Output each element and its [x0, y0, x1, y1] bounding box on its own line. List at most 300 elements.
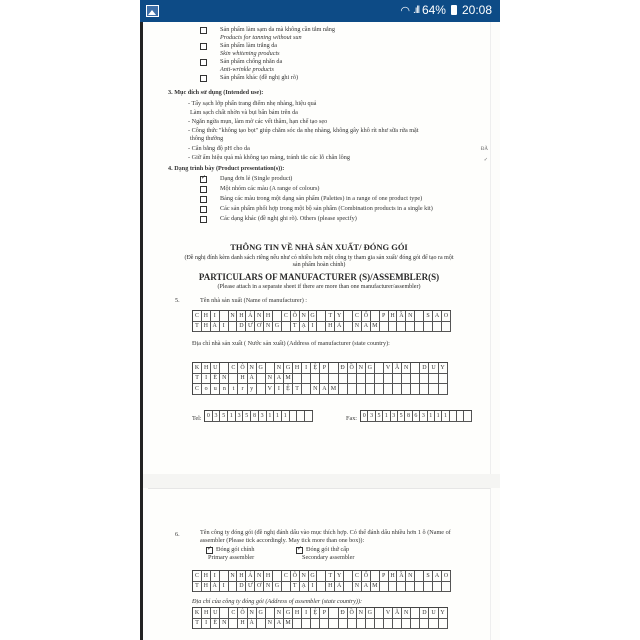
- grid-cell: 5: [398, 411, 405, 422]
- presentation-option: Dạng đơn lẻ (Single product): [220, 175, 293, 182]
- grid-cell: P: [380, 571, 389, 582]
- grid-cell: [302, 373, 311, 384]
- grid-cell: Ô: [238, 363, 247, 374]
- intended-use-line: thông thường: [190, 135, 224, 142]
- grid-cell: Á: [211, 581, 220, 592]
- grid-cell: [389, 581, 398, 592]
- grid-cell: [229, 373, 238, 384]
- grid-cell: [402, 384, 411, 395]
- grid-cell: H: [237, 571, 246, 582]
- grid-cell: [375, 373, 384, 384]
- grid-cell: V: [266, 384, 275, 395]
- grid-cell: P: [320, 608, 329, 619]
- grid-cell: [339, 373, 348, 384]
- grid-cell: [302, 384, 311, 395]
- presentation-option: Các sản phẩm phối hợp trong một bộ sản phẩm (Combination products in a single kit): [220, 205, 433, 212]
- grid-cell: [329, 618, 338, 629]
- presentation-option: Các dạng khác (đề nghị ghi rõ). Others (please specify): [220, 215, 357, 222]
- grid-cell: I: [202, 618, 211, 629]
- grid-cell: [348, 384, 357, 395]
- grid-cell: [389, 321, 398, 332]
- grid-cell: P: [320, 363, 329, 374]
- grid-cell: y: [248, 384, 257, 395]
- intended-use-line: Làm sạch chất nhờn và bụi bẩn bám trên da: [190, 109, 298, 116]
- grid-cell: C: [229, 363, 238, 374]
- grid-cell: [429, 384, 438, 395]
- grid-cell: M: [284, 618, 293, 629]
- grid-cell: N: [402, 608, 411, 619]
- grid-cell: Ầ: [397, 311, 406, 322]
- grid-cell: K: [193, 608, 202, 619]
- checkbox-other[interactable]: [200, 75, 207, 82]
- document-page-1[interactable]: [148, 22, 491, 474]
- grid-cell: 3: [236, 411, 244, 422]
- grid-cell: C: [229, 608, 238, 619]
- signal-icon: .ıll: [412, 4, 419, 16]
- section4-title: 4. Dạng trình bày (Product presentation(s)):: [168, 165, 285, 172]
- grid-cell: [348, 373, 357, 384]
- intended-use-line: - Công thức "không tạo bọt" giúp chăm sóc da nhẹ nhàng, không gây khô rít như sữa rửa mặt: [188, 127, 419, 134]
- grid-cell: N: [220, 618, 229, 629]
- checkbox-single-product[interactable]: [200, 176, 207, 183]
- grid-cell: [229, 618, 238, 629]
- grid-cell: M: [371, 581, 380, 592]
- grid-cell: G: [284, 608, 293, 619]
- grid-cell: N: [266, 618, 275, 629]
- grid-cell: [375, 618, 384, 629]
- grid-cell: U: [429, 608, 438, 619]
- grid-cell: [384, 618, 393, 629]
- grid-cell: Y: [439, 608, 448, 619]
- grid-cell: C: [282, 311, 291, 322]
- grid-cell: N: [229, 571, 238, 582]
- grid-cell: Y: [335, 311, 344, 322]
- grid-cell: [424, 581, 433, 592]
- grid-cell: H: [326, 581, 335, 592]
- grid-cell: [293, 618, 302, 629]
- grid-cell: H: [293, 363, 302, 374]
- page-gap: [143, 474, 500, 488]
- grid-cell: A: [275, 373, 284, 384]
- grid-cell: Ồ: [348, 608, 357, 619]
- grid-cell: H: [237, 311, 246, 322]
- secondary-assembler-vi: Đóng gói thứ cấp: [306, 546, 350, 553]
- grid-cell: T: [293, 384, 302, 395]
- grid-cell: N: [255, 311, 264, 322]
- grid-cell: Ầ: [397, 571, 406, 582]
- intended-use-line: - Tẩy sạch lớp phấn trang điểm nhẹ nhàng, hiệu quả: [188, 100, 317, 107]
- item-whitening-en: Skin whitening products: [220, 50, 280, 57]
- grid-cell: A: [433, 311, 442, 322]
- manufacturer-address-row-3[interactable]: [192, 384, 448, 395]
- grid-cell: [429, 618, 438, 629]
- manufacturer-address-row-2[interactable]: [192, 373, 448, 384]
- grid-cell: D: [237, 321, 246, 332]
- grid-cell: [229, 321, 238, 332]
- tel-field[interactable]: [204, 410, 313, 422]
- grid-cell: [442, 321, 451, 332]
- item-whitening-vi: Sản phẩm làm trắng da: [220, 42, 278, 49]
- grid-cell: À: [335, 581, 344, 592]
- grid-cell: 8: [251, 411, 259, 422]
- grid-cell: N: [353, 321, 362, 332]
- grid-cell: 5: [243, 411, 251, 422]
- grid-cell: [420, 384, 429, 395]
- grid-cell: Á: [246, 571, 255, 582]
- grid-cell: O: [442, 311, 451, 322]
- fax-label: Fax:: [346, 415, 358, 422]
- item-tanning-en: Products for tanning without sun: [220, 34, 302, 41]
- grid-cell: H: [202, 571, 211, 582]
- grid-cell: [297, 411, 305, 422]
- grid-cell: [229, 581, 238, 592]
- grid-cell: [424, 321, 433, 332]
- grid-cell: [420, 373, 429, 384]
- grid-cell: Ệ: [311, 608, 320, 619]
- grid-cell: [317, 581, 326, 592]
- grid-cell: H: [389, 571, 398, 582]
- grid-cell: [357, 373, 366, 384]
- manufacturer-note-en: (Please attach in a separate sheet if there are more than one manufacturer/assembler): [217, 284, 421, 290]
- grid-cell: Ă: [393, 608, 402, 619]
- primary-assembler-en: Primary assembler: [208, 554, 255, 561]
- grid-cell: [344, 581, 353, 592]
- grid-cell: [402, 618, 411, 629]
- grid-cell: H: [264, 571, 273, 582]
- section5-number: 5.: [175, 297, 180, 304]
- grid-cell: S: [424, 571, 433, 582]
- grid-cell: H: [202, 608, 211, 619]
- grid-cell: Ệ: [284, 384, 293, 395]
- grid-cell: [393, 373, 402, 384]
- grid-cell: D: [420, 363, 429, 374]
- grid-cell: H: [202, 581, 211, 592]
- grid-cell: C: [193, 384, 202, 395]
- section6-number: 6.: [175, 531, 180, 538]
- grid-cell: [433, 321, 442, 332]
- assembler-address-label: Địa chỉ của công ty đóng gói (Address of assembler (state country)):: [192, 598, 363, 605]
- grid-cell: Ư: [246, 581, 255, 592]
- grid-cell: 1: [267, 411, 275, 422]
- grid-cell: H: [202, 321, 211, 332]
- grid-cell: Đ: [339, 363, 348, 374]
- grid-cell: [311, 618, 320, 629]
- secondary-assembler-en: Secondary assembler: [302, 554, 355, 561]
- grid-cell: Ổ: [362, 571, 371, 582]
- grid-cell: G: [273, 581, 282, 592]
- grid-cell: [457, 411, 464, 422]
- grid-cell: K: [193, 363, 202, 374]
- grid-cell: G: [257, 608, 266, 619]
- grid-cell: 3: [420, 411, 427, 422]
- grid-cell: N: [220, 373, 229, 384]
- grid-cell: À: [335, 321, 344, 332]
- battery-icon: [451, 5, 457, 15]
- grid-cell: 1: [383, 411, 390, 422]
- grid-cell: N: [402, 363, 411, 374]
- grid-cell: T: [291, 581, 300, 592]
- grid-cell: S: [424, 311, 433, 322]
- grid-cell: I: [302, 363, 311, 374]
- grid-cell: [429, 373, 438, 384]
- grid-cell: A: [275, 618, 284, 629]
- grid-cell: 6: [413, 411, 420, 422]
- grid-cell: [344, 321, 353, 332]
- item-antiwrinkle-vi: Sản phẩm chống nhăn da: [220, 58, 283, 65]
- grid-cell: [397, 321, 406, 332]
- grid-cell: 3: [213, 411, 221, 422]
- presentation-option: Một nhóm các màu (A range of colours): [220, 185, 320, 192]
- grid-cell: [348, 618, 357, 629]
- grid-cell: [357, 618, 366, 629]
- grid-cell: [257, 618, 266, 629]
- grid-cell: [317, 321, 326, 332]
- grid-cell: r: [238, 384, 247, 395]
- grid-cell: 5: [376, 411, 383, 422]
- grid-cell: [380, 321, 389, 332]
- wifi-icon: ◠: [400, 4, 410, 17]
- grid-cell: N: [353, 581, 362, 592]
- grid-cell: Ơ: [255, 581, 264, 592]
- grid-cell: [397, 581, 406, 592]
- grid-cell: Y: [335, 571, 344, 582]
- grid-cell: Ê: [211, 618, 220, 629]
- document-page-2[interactable]: [148, 488, 491, 640]
- section6-label-2: assembler (Please tick accordingly. May tick more than one box)):: [200, 537, 365, 544]
- fax-field[interactable]: [360, 410, 472, 422]
- grid-cell: 1: [435, 411, 442, 422]
- grid-cell: [384, 384, 393, 395]
- grid-cell: A: [320, 384, 329, 395]
- section5-label: Tên nhà sản xuất (Name of manufacturer) :: [200, 297, 308, 304]
- grid-cell: I: [309, 321, 318, 332]
- checkbox-tanning[interactable]: [200, 27, 207, 34]
- grid-cell: 3: [391, 411, 398, 422]
- grid-cell: [257, 384, 266, 395]
- grid-cell: D: [237, 581, 246, 592]
- grid-cell: [406, 321, 415, 332]
- grid-cell: C: [193, 571, 202, 582]
- grid-cell: [320, 618, 329, 629]
- grid-cell: Ạ: [300, 321, 309, 332]
- grid-cell: N: [275, 363, 284, 374]
- grid-cell: T: [193, 581, 202, 592]
- grid-cell: Đ: [339, 608, 348, 619]
- grid-cell: U: [429, 363, 438, 374]
- intended-use-line: - Ngăn ngừa mụn, làm mờ các vết thâm, hạn chế tạo sẹo: [188, 118, 328, 125]
- grid-cell: Ô: [291, 571, 300, 582]
- grid-cell: G: [257, 363, 266, 374]
- address-label: Địa chỉ nhà sản xuất ( Nước sản xuất) (Address of manufacturer (state country):: [192, 340, 390, 347]
- grid-cell: 5: [220, 411, 228, 422]
- grid-cell: [366, 618, 375, 629]
- grid-cell: T: [193, 618, 202, 629]
- grid-cell: C: [353, 311, 362, 322]
- grid-cell: [442, 581, 451, 592]
- grid-cell: 3: [259, 411, 267, 422]
- grid-cell: M: [284, 373, 293, 384]
- grid-cell: I: [220, 321, 229, 332]
- grid-cell: Ơ: [255, 321, 264, 332]
- intended-use-line: - Giữ ẩm hiệu quả mà không tạo màng, tránh tắc các lỗ chân lông: [188, 154, 350, 161]
- grid-cell: O: [442, 571, 451, 582]
- grid-cell: V: [384, 608, 393, 619]
- item-antiwrinkle-en: Anti-wrinkle products: [220, 66, 274, 73]
- grid-cell: Ồ: [348, 363, 357, 374]
- grid-cell: N: [275, 608, 284, 619]
- grid-cell: I: [202, 373, 211, 384]
- grid-cell: Ệ: [311, 363, 320, 374]
- grid-cell: [415, 321, 424, 332]
- grid-cell: [302, 618, 311, 629]
- checkbox-others[interactable]: [200, 216, 207, 223]
- checkbox-primary-assembler[interactable]: [206, 547, 213, 554]
- grid-cell: [450, 411, 457, 422]
- grid-cell: A: [362, 321, 371, 332]
- grid-cell: [411, 618, 420, 629]
- grid-cell: A: [362, 581, 371, 592]
- grid-cell: Ô: [291, 311, 300, 322]
- assembler-name-row-2[interactable]: [192, 581, 451, 592]
- grid-cell: [257, 373, 266, 384]
- grid-cell: Ạ: [300, 581, 309, 592]
- grid-cell: T: [193, 321, 202, 332]
- grid-cell: [339, 384, 348, 395]
- grid-cell: n: [220, 384, 229, 395]
- grid-cell: A: [433, 571, 442, 582]
- grid-cell: [439, 384, 448, 395]
- grid-cell: À: [248, 373, 257, 384]
- grid-cell: t: [229, 384, 238, 395]
- grid-cell: [464, 411, 471, 422]
- grid-cell: [439, 618, 448, 629]
- grid-cell: T: [291, 321, 300, 332]
- grid-cell: M: [371, 321, 380, 332]
- grid-cell: I: [275, 384, 284, 395]
- grid-cell: P: [380, 311, 389, 322]
- grid-cell: C: [353, 571, 362, 582]
- manufacturer-note-vi-2: sản phẩm hoàn chỉnh): [292, 262, 346, 268]
- manufacturer-name-row-2[interactable]: [192, 321, 451, 332]
- grid-cell: u: [211, 384, 220, 395]
- grid-cell: [415, 581, 424, 592]
- grid-cell: C: [193, 311, 202, 322]
- grid-cell: G: [284, 363, 293, 374]
- grid-cell: T: [326, 571, 335, 582]
- grid-cell: 0: [361, 411, 368, 422]
- grid-cell: H: [202, 311, 211, 322]
- grid-cell: 1: [274, 411, 282, 422]
- grid-cell: [433, 581, 442, 592]
- grid-cell: I: [211, 571, 220, 582]
- grid-cell: [420, 618, 429, 629]
- grid-cell: Á: [246, 311, 255, 322]
- grid-cell: [282, 321, 291, 332]
- grid-cell: [406, 581, 415, 592]
- grid-cell: G: [309, 571, 318, 582]
- grid-cell: N: [255, 571, 264, 582]
- grid-cell: Ô: [238, 608, 247, 619]
- grid-cell: [380, 581, 389, 592]
- grid-cell: N: [300, 571, 309, 582]
- checkbox-secondary-assembler[interactable]: [296, 547, 303, 554]
- checkbox-range-colours[interactable]: [200, 186, 207, 193]
- clock: 20:08: [461, 3, 492, 17]
- grid-cell: [384, 373, 393, 384]
- checkbox-whitening[interactable]: [200, 43, 207, 50]
- checkbox-combination[interactable]: [200, 206, 207, 213]
- grid-cell: C: [282, 571, 291, 582]
- grid-cell: D: [420, 608, 429, 619]
- grid-cell: [402, 373, 411, 384]
- grid-cell: I: [302, 608, 311, 619]
- grid-cell: N: [248, 608, 257, 619]
- grid-cell: [411, 373, 420, 384]
- battery-percent: 64%: [421, 3, 446, 17]
- grid-cell: H: [238, 373, 247, 384]
- checkbox-antiwrinkle[interactable]: [200, 59, 207, 66]
- grid-cell: N: [406, 571, 415, 582]
- grid-cell: 1: [282, 411, 290, 422]
- grid-cell: G: [273, 321, 282, 332]
- grid-cell: N: [311, 384, 320, 395]
- grid-cell: N: [357, 363, 366, 374]
- grid-cell: V: [384, 363, 393, 374]
- grid-cell: Y: [439, 363, 448, 374]
- grid-cell: G: [366, 363, 375, 374]
- grid-cell: [439, 373, 448, 384]
- grid-cell: [393, 618, 402, 629]
- grid-cell: U: [211, 608, 220, 619]
- grid-cell: Ổ: [362, 311, 371, 322]
- grid-cell: 0: [205, 411, 213, 422]
- checkbox-palettes[interactable]: [200, 196, 207, 203]
- grid-cell: o: [202, 384, 211, 395]
- grid-cell: T: [193, 373, 202, 384]
- grid-cell: Ư: [246, 321, 255, 332]
- intended-use-line: - Cân bằng độ pH cho da: [188, 145, 250, 152]
- grid-cell: T: [326, 311, 335, 322]
- grid-cell: Á: [211, 321, 220, 332]
- assembler-address-row-2[interactable]: [192, 618, 448, 629]
- grid-cell: [366, 373, 375, 384]
- grid-cell: [375, 384, 384, 395]
- grid-cell: G: [366, 608, 375, 619]
- grid-cell: 1: [442, 411, 449, 422]
- grid-cell: [393, 384, 402, 395]
- grid-cell: N: [229, 311, 238, 322]
- grid-cell: [282, 581, 291, 592]
- grid-cell: 8: [405, 411, 412, 422]
- grid-cell: N: [266, 373, 275, 384]
- left-edge-scrollbar[interactable]: [140, 22, 143, 640]
- section6-label-1: Tên công ty đóng gói (đề nghị đánh dấu vào mục thích hợp. Có thể đánh dấu nhiều hơn 1 ô (Name of: [200, 529, 451, 536]
- grid-cell: U: [211, 363, 220, 374]
- grid-cell: H: [264, 311, 273, 322]
- grid-cell: [366, 384, 375, 395]
- grid-cell: 1: [228, 411, 236, 422]
- grid-cell: H: [293, 608, 302, 619]
- manufacturer-title-en: PARTICULARS OF MANUFACTURER (S)/ASSEMBLER(S): [198, 272, 440, 282]
- tel-label: Tel:: [192, 415, 202, 422]
- grid-cell: I: [220, 581, 229, 592]
- gallery-notification-icon: [146, 5, 159, 17]
- grid-cell: [320, 373, 329, 384]
- grid-cell: À: [248, 618, 257, 629]
- grid-cell: 3: [368, 411, 375, 422]
- grid-cell: [293, 373, 302, 384]
- section3-title: 3. Mục đích sử dụng (Intended use):: [168, 89, 264, 96]
